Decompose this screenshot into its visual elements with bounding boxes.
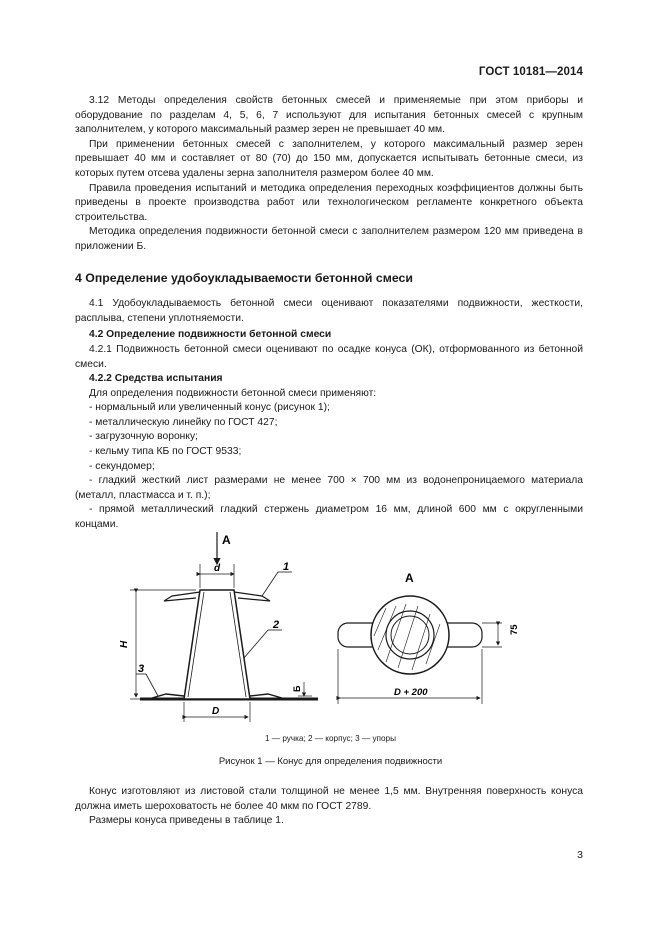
leader-1 [262, 572, 278, 596]
right-handle-shape [234, 592, 270, 601]
list-item: - секундомер; [89, 460, 155, 472]
subsection-4-2-2-heading: 4.2.2 Средства испытания [89, 373, 223, 385]
list-item: - загрузочную воронку; [89, 431, 198, 443]
paragraph: Размеры конуса приведены в таблице 1. [89, 815, 284, 827]
page-number: 3 [577, 849, 583, 861]
label-a-arrow: А [222, 533, 231, 547]
main-text [75, 94, 583, 533]
subsection-4-2-heading: 4.2 Определение подвижности бетонной смеси [89, 329, 332, 341]
list-item: - кельму типа КБ по ГОСТ 9533; [89, 446, 242, 458]
label-75: 75 [509, 624, 520, 635]
label-pos-2: 2 [273, 619, 280, 631]
list-item: - прямой металлический гладкий стержень диаметром 16 мм, длиной 600 мм с округленными концами. [75, 504, 583, 531]
paragraph: Конус изготовляют из листовой стали толщиной не менее 1,5 мм. Внутренняя поверхность конуса должна иметь шероховатость не более 40 мкм по ГОСТ 2789. [75, 786, 583, 812]
list-item: - нормальный или увеличенный конус (рисунок 1); [89, 402, 330, 414]
label-pos-1: 1 [283, 561, 290, 573]
label-D: D [212, 706, 220, 717]
paragraph-3-12: 3.12 Методы определения свойств бетонных смесей и применяемые при этом приборы и оборудование по разделам 4, 5, 6, 7 используют для испытания бетонных смесей с крупным заполнителем, у которого максимальный размер зерен не превышает 40 мм. [75, 95, 583, 136]
leader-3 [146, 674, 158, 696]
label-h: H [119, 640, 130, 648]
label-b: Б [292, 685, 302, 692]
label-d: d [214, 563, 221, 574]
right-foot-rest-shape [250, 694, 282, 698]
main-text-after-figure [75, 785, 583, 829]
figure-legend: 1 — ручка; 2 — корпус; 3 — упоры [265, 734, 396, 743]
paragraph: При применении бетонных смесей с заполнителем, у которого максимальный размер зерен превышает 40 мм и составляет от 80 (70) до 150 мм, допускается испытывать бетонные смеси, из которых путем отсева удалены зерна заполнителя размером более 40 мм. [75, 138, 583, 179]
document-code: ГОСТ 10181—2014 [478, 66, 583, 78]
cone-drawing-svg [100, 524, 580, 740]
list-item: - гладкий жесткий лист размерами не менее 700 × 700 мм из водонепроницаемого материала (металл, пластмасса и т. п.); [75, 475, 583, 501]
outer-circle-shape [371, 596, 449, 674]
label-d-plus-200: D + 200 [394, 687, 428, 698]
paragraph: Правила проведения испытаний и методика определения переходных коэффициентов должны быть приведены в проекте производства работ или технологическом регламенте конкретного объекта строительства. [75, 182, 583, 223]
paragraph-4-1: 4.1 Удобоукладываемость бетонной смеси оценивают показателями подвижности, жесткости, расплыва, степени уплотняемости. [75, 298, 583, 324]
left-handle-shape [164, 592, 200, 601]
list-intro: Для определения подвижности бетонной смеси применяют: [89, 387, 377, 399]
paragraph: Методика определения подвижности бетонной смеси с заполнителем размером 120 мм приведена в приложении Б. [75, 226, 583, 252]
label-pos-3: 3 [138, 663, 145, 675]
figure-caption: Рисунок 1 — Конус для определения подвижности [218, 756, 443, 767]
section-4-heading: 4 Определение удобоукладываемости бетонной смеси [75, 270, 413, 285]
label-a-view: А [405, 571, 414, 585]
cone-side-view [130, 532, 318, 722]
leader-2 [244, 630, 268, 658]
paragraph-4-2-1: 4.2.1 Подвижность бетонной смеси оценивают по осадке конуса (ОК), отформованного из бетонной смеси. [75, 343, 583, 370]
figure-1-cone-drawing [100, 524, 580, 740]
cone-body-shape [184, 590, 250, 699]
list-item: - металлическую линейку по ГОСТ 427; [89, 416, 278, 428]
